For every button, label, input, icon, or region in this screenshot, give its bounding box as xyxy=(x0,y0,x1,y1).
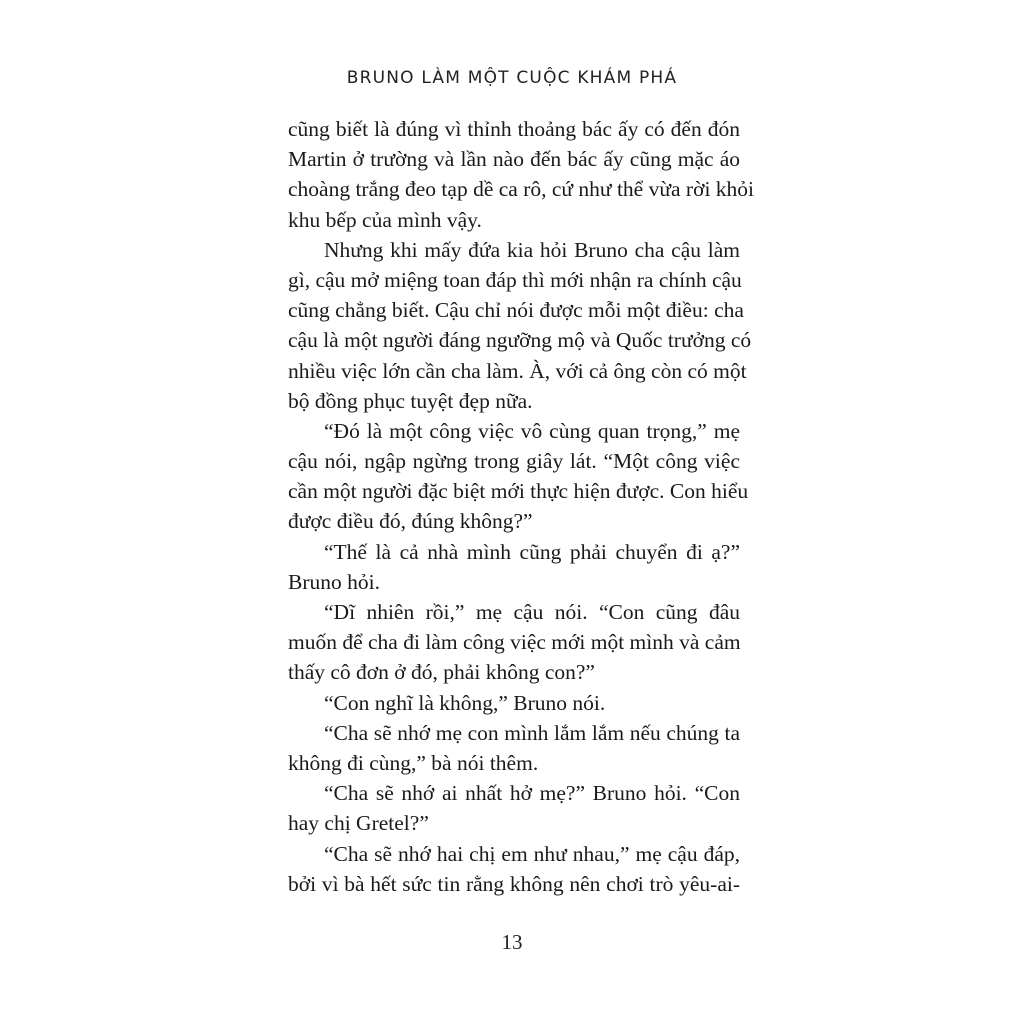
text-line: “Cha sẽ nhớ ai nhất hở mẹ?” Bruno hỏi. “Con xyxy=(324,781,740,806)
text-line: Bruno hỏi. xyxy=(288,569,380,594)
running-title: BRUNO LÀM MỘT CUỘC KHÁM PHÁ xyxy=(346,68,678,88)
text-line: cần một người đặc biệt mới thực hiện được. Con hiểu xyxy=(288,479,749,504)
text-line: “Thế là cả nhà mình cũng phải chuyển đi ạ?” xyxy=(324,539,740,564)
text-line: Nhưng khi mấy đứa kia hỏi Bruno cha cậu làm xyxy=(324,237,740,262)
text-line: bởi vì bà hết sức tin rằng không nên chơi trò yêu-ai- xyxy=(288,871,740,896)
text-line: “Cha sẽ nhớ hai chị em như nhau,” mẹ cậu đáp, xyxy=(324,841,740,866)
page-number: 13 xyxy=(501,930,523,954)
text-line: cậu nói, ngập ngừng trong giây lát. “Một công việc xyxy=(288,449,740,474)
text-line: nhiều việc lớn cần cha làm. À, với cả ông còn có một xyxy=(288,358,747,383)
text-line: Martin ở trường và lần nào đến bác ấy cũng mặc áo xyxy=(288,147,740,172)
text-line: cũng chẳng biết. Cậu chỉ nói được mỗi một điều: cha xyxy=(288,298,744,323)
text-line: thấy cô đơn ở đó, phải không con?” xyxy=(288,660,595,685)
text-line: choàng trắng đeo tạp dề ca rô, cứ như thể vừa rời khỏi xyxy=(288,177,755,202)
body-text xyxy=(288,114,755,899)
text-line: khu bếp của mình vậy. xyxy=(288,207,482,232)
text-line: “Đó là một công việc vô cùng quan trọng,” mẹ xyxy=(324,418,740,443)
text-line: hay chị Gretel?” xyxy=(288,811,429,836)
text-line: cũng biết là đúng vì thỉnh thoảng bác ấy có đến đón xyxy=(288,117,740,141)
text-line: muốn để cha đi làm công việc mới một mình và cảm xyxy=(288,630,741,655)
text-line: gì, cậu mở miệng toan đáp thì mới nhận ra chính cậu xyxy=(288,267,742,292)
text-line: “Con nghĩ là không,” Bruno nói. xyxy=(324,690,606,715)
text-line: “Dĩ nhiên rồi,” mẹ cậu nói. “Con cũng đâu xyxy=(324,600,740,624)
text-line: bộ đồng phục tuyệt đẹp nữa. xyxy=(288,388,533,413)
text-line: cậu là một người đáng ngưỡng mộ và Quốc trưởng có xyxy=(288,328,752,353)
text-line: được điều đó, đúng không?” xyxy=(288,509,533,534)
text-line: “Cha sẽ nhớ mẹ con mình lắm lắm nếu chúng ta xyxy=(324,720,740,745)
text-line: không đi cùng,” bà nói thêm. xyxy=(288,750,539,775)
